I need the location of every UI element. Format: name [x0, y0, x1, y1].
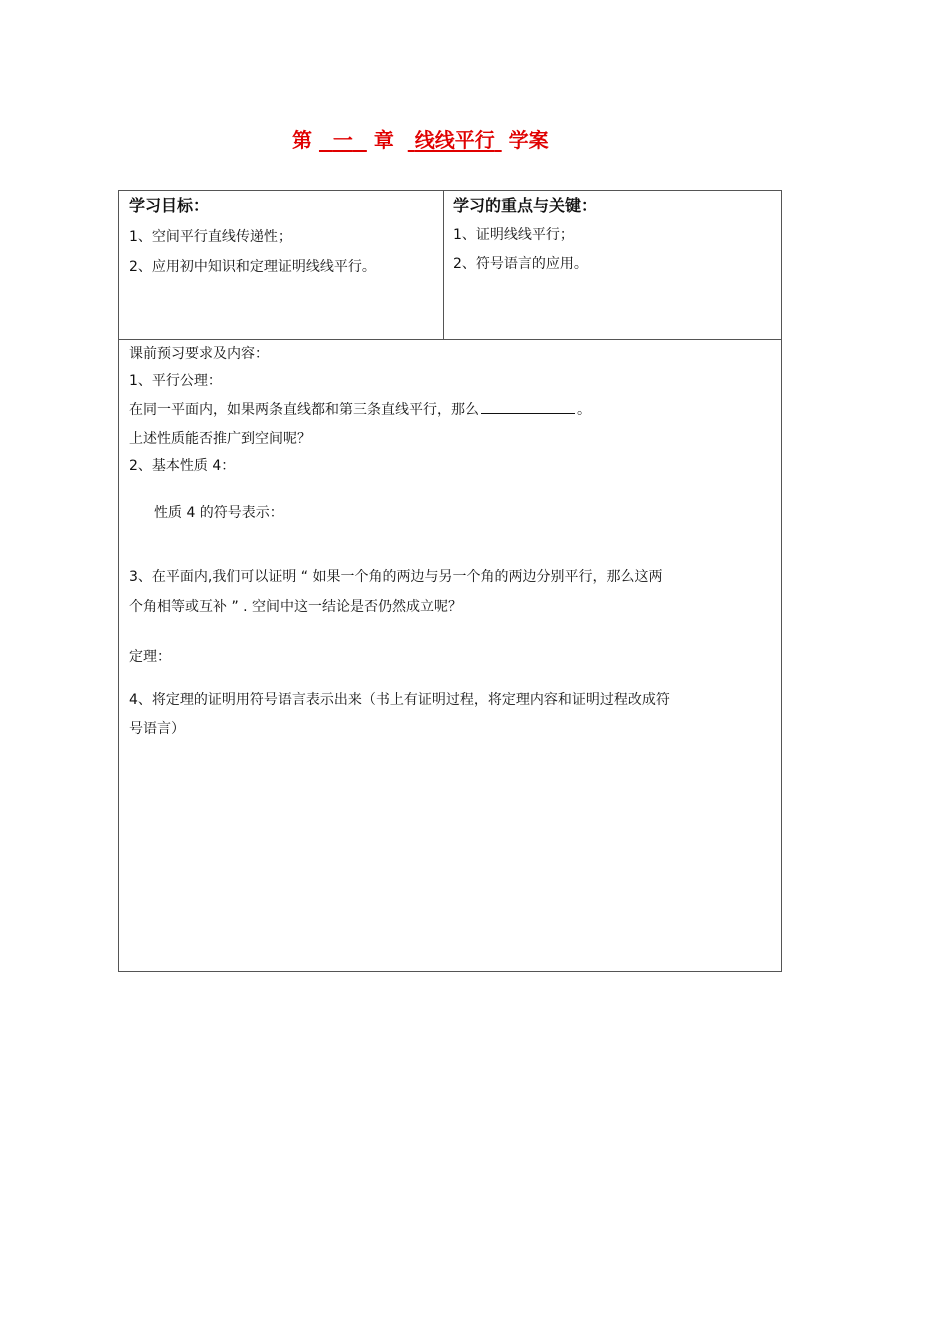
property4-title: 2、基本性质 4： — [129, 458, 236, 474]
preview-header: 课前预习要求及内容： — [129, 346, 269, 362]
key-points-header: 学习的重点与关键： — [453, 196, 598, 215]
page-title — [292, 124, 549, 153]
property4-symbol-label: 性质 4 的符号表示： — [154, 505, 284, 521]
key-point-item: 1、证明线线平行； — [453, 227, 574, 243]
theorem-label: 定理： — [129, 649, 171, 665]
parallel-axiom-text: 在同一平面内，如果两条直线都和第三条直线平行，那么 。 — [129, 399, 591, 419]
objectives-cell — [119, 191, 444, 339]
angle-theorem-line2: 个角相等或互补 ” . 空间中这一结论是否仍然成立呢？ — [129, 599, 463, 615]
angle-theorem-line1: 3、在平面内,我们可以证明 “ 如果一个角的两边与另一个角的两边分别平行，那么这两 — [129, 569, 663, 585]
objective-item: 1、空间平行直线传递性； — [129, 229, 292, 245]
parallel-axiom-title: 1、平行公理： — [129, 373, 222, 389]
symbolic-proof-line2: 号语言） — [129, 721, 185, 737]
objective-item: 2、应用初中知识和定理证明线线平行。 — [129, 259, 376, 275]
symbolic-proof-line1: 4、将定理的证明用符号语言表示出来（书上有证明过程，将定理内容和证明过程改成符 — [129, 692, 670, 708]
goals-row — [119, 191, 781, 340]
title-chapter-number: 一 — [332, 128, 353, 152]
title-chapter-suffix: 章 — [373, 128, 394, 152]
key-point-item: 2、符号语言的应用。 — [453, 256, 588, 272]
lesson-table — [118, 190, 782, 972]
preview-cell — [119, 340, 781, 972]
objectives-header: 学习目标： — [129, 196, 210, 215]
title-topic: 线线平行 — [414, 128, 495, 152]
key-points-cell — [444, 191, 781, 339]
title-chapter-prefix: 第 — [292, 128, 312, 152]
answer-blank[interactable] — [481, 399, 575, 414]
title-doc-type: 学案 — [508, 128, 549, 152]
extension-question: 上述性质能否推广到空间呢？ — [129, 431, 311, 447]
